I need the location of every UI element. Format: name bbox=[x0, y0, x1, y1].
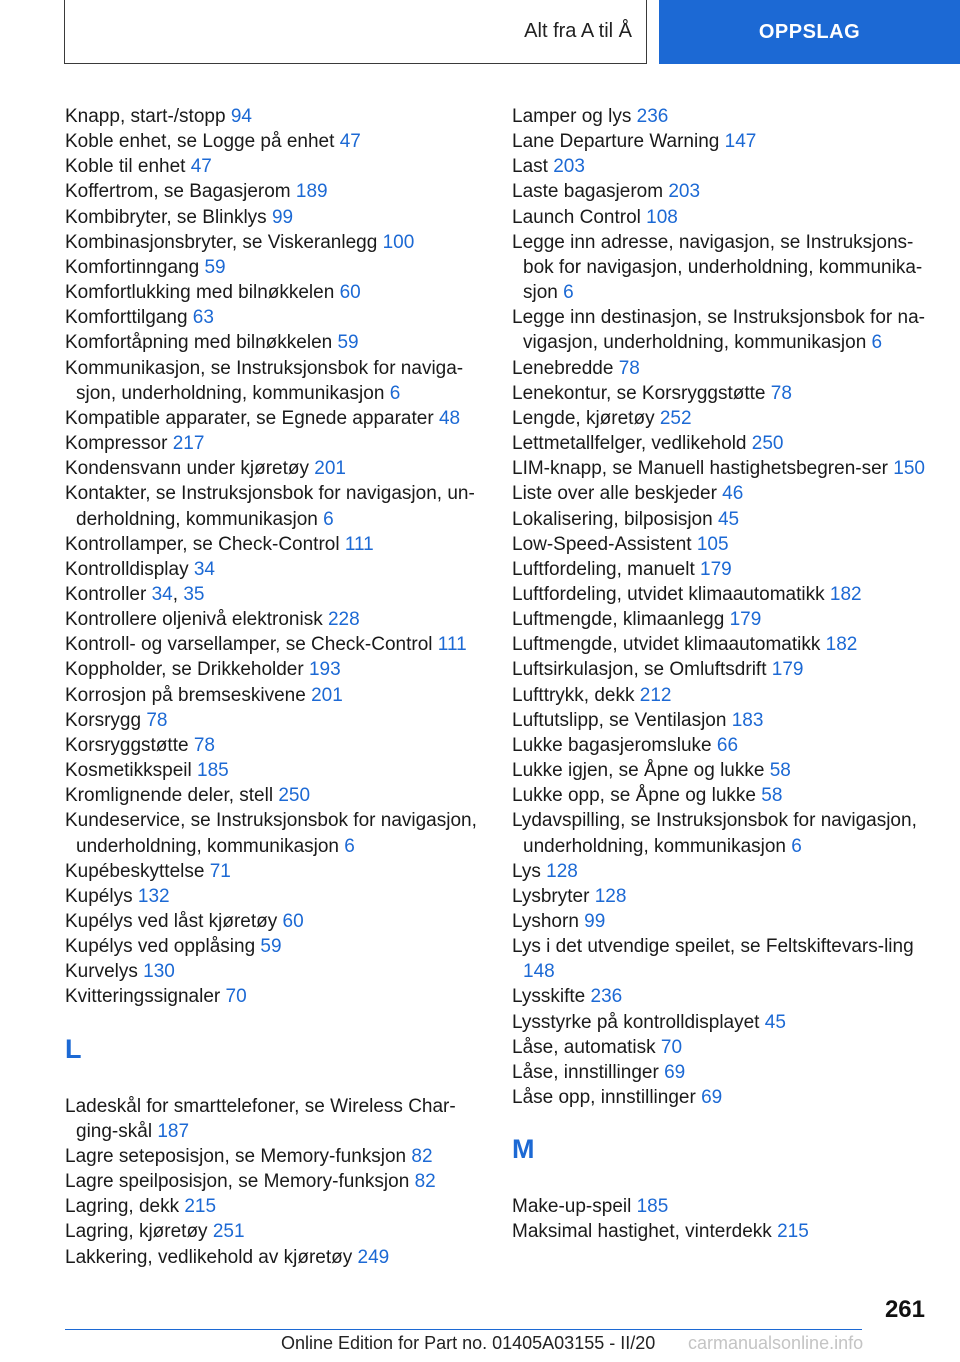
index-entry bbox=[65, 557, 490, 582]
index-entry-label: Kontrolldisplay bbox=[65, 558, 189, 580]
index-entry bbox=[65, 255, 490, 280]
index-entry bbox=[512, 1010, 932, 1035]
index-entry bbox=[512, 456, 932, 481]
index-entry-label: Legge inn adresse, navigasjon, se Instruksjons-bok for navigasjon, underholdning, kommunika-sjon bbox=[512, 231, 923, 304]
page-reference-link[interactable]: 185 bbox=[636, 1196, 669, 1218]
index-entry-label: Lys bbox=[512, 860, 541, 882]
index-entry bbox=[512, 657, 932, 682]
index-entry bbox=[65, 330, 490, 355]
index-entry bbox=[512, 582, 932, 607]
page-reference-link[interactable]: 182 bbox=[829, 583, 862, 605]
index-entry bbox=[512, 733, 932, 758]
index-entry-label: Kontroller bbox=[65, 583, 147, 605]
page-reference-link[interactable]: 78 bbox=[193, 734, 215, 756]
index-entry-label: Låse opp, innstillinger bbox=[512, 1087, 696, 1109]
page-reference-link[interactable]: 63 bbox=[192, 307, 214, 329]
index-entry-label: Koffertrom, se Bagasjerom bbox=[65, 181, 291, 203]
page-reference-link[interactable]: 48 bbox=[438, 407, 461, 429]
page-reference-link[interactable]: 6 bbox=[791, 835, 802, 857]
page-reference-link[interactable]: 148 bbox=[523, 961, 555, 983]
index-entry bbox=[512, 431, 932, 456]
page-reference-link[interactable]: 179 bbox=[771, 659, 804, 681]
index-entry-label: Koppholder, se Drikkeholder bbox=[65, 659, 304, 681]
index-entry bbox=[65, 456, 490, 481]
index-entry-label: Koble enhet, se Logge på enhet bbox=[65, 131, 335, 153]
page-reference-link[interactable]: 147 bbox=[724, 131, 757, 153]
page-reference-link[interactable]: 34 bbox=[151, 583, 173, 605]
index-entry-label: Kontrollere oljenivå elektronisk bbox=[65, 609, 323, 631]
index-entry-label: Lufttrykk, dekk bbox=[512, 684, 635, 706]
index-entry: Kontroller 34, 35 bbox=[65, 583, 205, 605]
index-entry bbox=[512, 758, 932, 783]
page-reference-link[interactable]: 99 bbox=[271, 206, 294, 228]
index-entry bbox=[512, 532, 932, 557]
index-entry-label: Kombibryter, se Blinklys bbox=[65, 206, 267, 228]
index-entry-label: Lamper og lys bbox=[512, 106, 632, 127]
index-entry bbox=[65, 783, 490, 808]
page-reference-link[interactable]: 250 bbox=[751, 433, 784, 455]
index-entry bbox=[512, 406, 932, 431]
index-entry-label: Låse, automatisk bbox=[512, 1036, 656, 1058]
index-entry bbox=[65, 230, 490, 255]
index-entry bbox=[65, 884, 490, 909]
index-entry-label: Lokalisering, bilposisjon bbox=[512, 508, 713, 530]
page-reference-link[interactable]: 236 bbox=[636, 106, 669, 127]
index-entry bbox=[65, 205, 490, 230]
index-entry-label: Lenekontur, se Korsryggstøtte bbox=[512, 382, 766, 404]
page-reference-link[interactable]: 250 bbox=[278, 785, 311, 807]
index-entry-label: Luftfordeling, manuelt bbox=[512, 558, 695, 580]
page-reference-link[interactable]: 130 bbox=[143, 961, 175, 983]
index-entry-label: Luftfordeling, utvidet klimaautomatikk bbox=[512, 583, 825, 605]
page-reference-link[interactable]: 251 bbox=[212, 1221, 245, 1243]
index-entry-label: Komfortåpning med bilnøkkelen bbox=[65, 332, 333, 354]
index-column-left bbox=[65, 104, 490, 1270]
index-entry-label: Laste bagasjerom bbox=[512, 181, 664, 203]
index-entry-label: Kontakter, se Instruksjonsbok for navigasjon, un-derholdning, kommunikasjon bbox=[65, 483, 475, 530]
index-group-l-continued bbox=[512, 104, 932, 1110]
page-reference-link[interactable]: 187 bbox=[157, 1120, 190, 1142]
page-reference-link[interactable]: 179 bbox=[729, 609, 762, 631]
index-entry bbox=[65, 356, 490, 406]
index-entry-label: Lysskifte bbox=[512, 986, 586, 1008]
page-reference-link[interactable]: 182 bbox=[825, 634, 858, 656]
index-entry bbox=[512, 783, 932, 808]
index-entry bbox=[65, 632, 490, 657]
page-reference-link[interactable]: 78 bbox=[618, 357, 640, 379]
index-entry bbox=[65, 758, 490, 783]
index-entry-label: Lagring, kjøretøy bbox=[65, 1221, 208, 1243]
page-reference-link[interactable]: 6 bbox=[344, 835, 355, 857]
index-entry-label: Legge inn destinasjon, se Instruksjonsbok for na-vigasjon, underholdning, kommunikasjon bbox=[512, 307, 925, 354]
index-entry bbox=[65, 1219, 490, 1244]
index-entry-label: Kupélys ved opplåsing bbox=[65, 936, 256, 958]
index-entry bbox=[512, 708, 932, 733]
page-reference-link[interactable]: 66 bbox=[716, 734, 739, 756]
footer-edition-text: Online Edition for Part no. 01405A03155 - II/20 bbox=[281, 1333, 656, 1353]
index-entry bbox=[65, 1245, 490, 1270]
index-entry-label: Lydavspilling, se Instruksjonsbok for navigasjon, underholdning, kommunikasjon bbox=[512, 810, 917, 857]
index-entry bbox=[65, 859, 490, 884]
index-entry bbox=[512, 1219, 932, 1244]
index-entry-label: Kontrollamper, se Check-Control bbox=[65, 533, 340, 555]
header-section-title: Alt fra A til Å bbox=[524, 20, 632, 42]
index-entry-label: Lukke igjen, se Åpne og lukke bbox=[512, 760, 765, 782]
index-entry-label: Launch Control bbox=[512, 206, 641, 228]
index-entry bbox=[512, 230, 932, 305]
page-reference-link[interactable]: 82 bbox=[411, 1145, 433, 1167]
page-reference-link[interactable]: 47 bbox=[339, 131, 361, 153]
index-entry bbox=[512, 481, 932, 506]
footer-divider bbox=[65, 1329, 862, 1330]
index-column-right bbox=[512, 104, 932, 1245]
index-entry bbox=[512, 808, 932, 858]
index-entry bbox=[65, 984, 490, 1009]
index-entry-label: Kvitteringssignaler bbox=[65, 986, 221, 1008]
index-entry-label: Kundeservice, se Instruksjonsbok for navigasjon, underholdning, kommunikasjon bbox=[65, 810, 477, 857]
page-reference-link[interactable]: 59 bbox=[260, 936, 282, 958]
page-reference-link[interactable]: 201 bbox=[314, 458, 346, 480]
page-reference-link[interactable]: 183 bbox=[731, 709, 764, 731]
index-entry bbox=[65, 431, 490, 456]
page-reference-link[interactable]: 58 bbox=[761, 785, 783, 807]
index-entry bbox=[65, 607, 490, 632]
index-entry bbox=[65, 959, 490, 984]
index-entry-label: Ladeskål for smarttelefoner, se Wireless Char-ging-skål bbox=[65, 1095, 456, 1142]
index-entry-label: Lagring, dekk bbox=[65, 1196, 180, 1218]
index-entry-label: Maksimal hastighet, vinterdekk bbox=[512, 1221, 772, 1243]
page-reference-link[interactable]: 45 bbox=[717, 508, 740, 530]
index-entry-label: Kontroll- og varsellamper, se Check-Control bbox=[65, 634, 433, 656]
page-reference-link[interactable]: 60 bbox=[339, 282, 361, 304]
page-reference-link[interactable]: 217 bbox=[172, 433, 205, 455]
index-entry-label: Lys i det utvendige speilet, se Feltskiftevars-ling bbox=[512, 936, 914, 958]
index-entry bbox=[65, 481, 490, 531]
index-entry-label: Make-up-speil bbox=[512, 1196, 632, 1218]
page-reference-link[interactable]: 111 bbox=[344, 533, 374, 555]
page-reference-link[interactable]: 70 bbox=[660, 1036, 683, 1058]
index-entry bbox=[65, 104, 490, 129]
page-reference-link[interactable]: 59 bbox=[204, 256, 226, 278]
index-entry-label: Korrosjon på bremseskivene bbox=[65, 684, 306, 706]
page-reference-link[interactable]: 34 bbox=[193, 558, 215, 580]
index-entry bbox=[65, 129, 490, 154]
index-entry bbox=[512, 934, 932, 984]
index-entry-label: Luftmengde, utvidet klimaautomatikk bbox=[512, 634, 821, 656]
page-reference-link[interactable]: 249 bbox=[357, 1246, 390, 1268]
header-active-tab[interactable] bbox=[659, 0, 960, 64]
page-reference-link[interactable]: 6 bbox=[563, 282, 574, 304]
page-reference-link[interactable]: 69 bbox=[701, 1087, 723, 1109]
page-reference-link[interactable]: 203 bbox=[668, 181, 701, 203]
page-reference-link[interactable]: 215 bbox=[777, 1221, 809, 1243]
index-entry bbox=[65, 683, 490, 708]
index-entry-label: Lenebredde bbox=[512, 357, 614, 379]
page-reference-link[interactable]: 99 bbox=[584, 911, 606, 932]
index-entry bbox=[65, 179, 490, 204]
page-reference-link[interactable]: 46 bbox=[722, 483, 744, 505]
index-entry-label: Luftutslipp, se Ventilasjon bbox=[512, 709, 727, 731]
index-entry bbox=[512, 884, 932, 909]
page-reference-link[interactable]: 203 bbox=[553, 156, 585, 178]
index-entry bbox=[65, 733, 490, 758]
index-entry-label: Knapp, start-/stopp bbox=[65, 106, 226, 127]
page-reference-link[interactable]: 252 bbox=[659, 407, 692, 429]
index-entry-label: Kompressor bbox=[65, 433, 168, 455]
index-group-k bbox=[65, 104, 490, 1010]
page-reference-link[interactable]: 236 bbox=[590, 986, 623, 1008]
index-entry-label: Kurvelys bbox=[65, 961, 138, 983]
page-reference-link[interactable]: 228 bbox=[327, 609, 360, 631]
index-entry bbox=[65, 934, 490, 959]
page-reference-link[interactable]: 179 bbox=[700, 558, 732, 580]
index-entry bbox=[512, 305, 932, 355]
page-reference-link[interactable]: 94 bbox=[230, 106, 252, 127]
index-entry-label: Lettmetallfelger, vedlikehold bbox=[512, 433, 747, 455]
index-entry bbox=[65, 909, 490, 934]
page-reference-link[interactable]: 185 bbox=[197, 760, 229, 782]
index-entry bbox=[65, 1194, 490, 1219]
index-entry bbox=[512, 683, 932, 708]
page-reference-link[interactable]: 60 bbox=[282, 911, 304, 932]
index-entry bbox=[512, 129, 932, 154]
index-letter-heading: M bbox=[512, 1134, 535, 1165]
index-entry bbox=[65, 657, 490, 682]
index-entry-label: Lukke opp, se Åpne og lukke bbox=[512, 785, 757, 807]
index-entry bbox=[65, 154, 490, 179]
index-entry-label: Kosmetikkspeil bbox=[65, 760, 192, 782]
page-reference-link[interactable]: 45 bbox=[764, 1011, 786, 1033]
index-entry bbox=[512, 1060, 932, 1085]
page-reference-link[interactable]: 150 bbox=[893, 458, 925, 480]
page-reference-link[interactable]: 35 bbox=[183, 583, 205, 605]
header-section-tab bbox=[64, 0, 647, 64]
index-entry-label: Kombinasjonsbryter, se Viskeranlegg bbox=[65, 231, 378, 253]
index-entry-label: Korsrygg bbox=[65, 709, 142, 731]
index-entry-label: Luftsirkulasjon, se Omluftsdrift bbox=[512, 659, 767, 681]
page-reference-link[interactable]: 6 bbox=[323, 508, 334, 530]
index-entry-label: Last bbox=[512, 156, 548, 178]
page-reference-link[interactable]: 215 bbox=[184, 1196, 217, 1218]
page-reference-link[interactable]: 100 bbox=[382, 231, 415, 253]
index-letter-heading: L bbox=[65, 1033, 82, 1064]
index-entry bbox=[512, 154, 932, 179]
index-entry-label: Komforttilgang bbox=[65, 307, 188, 329]
index-entry bbox=[65, 1169, 490, 1194]
index-entry-label: Lysbryter bbox=[512, 885, 590, 907]
index-entry-label: Koble til enhet bbox=[65, 156, 186, 178]
index-entry bbox=[512, 356, 932, 381]
index-entry-label: Liste over alle beskjeder bbox=[512, 483, 717, 505]
index-entry-label: Lagre speilposisjon, se Memory-funksjon bbox=[65, 1171, 410, 1193]
index-group-l bbox=[65, 1094, 490, 1270]
index-entry-label: Luftmengde, klimaanlegg bbox=[512, 609, 725, 631]
page-reference-link[interactable]: 108 bbox=[646, 206, 678, 228]
index-entry-label: Lakkering, vedlikehold av kjøretøy bbox=[65, 1246, 353, 1268]
index-entry bbox=[512, 104, 932, 129]
index-entry bbox=[65, 1094, 490, 1144]
index-entry-label: Komfortinngang bbox=[65, 256, 200, 278]
index-entry-label: Lukke bagasjeromsluke bbox=[512, 734, 712, 756]
index-group-m bbox=[512, 1194, 932, 1244]
page-reference-link[interactable]: 6 bbox=[871, 332, 883, 354]
index-entry bbox=[65, 808, 490, 858]
page-reference-link[interactable]: 58 bbox=[769, 760, 791, 782]
index-entry-label: Kromlignende deler, stell bbox=[65, 785, 274, 807]
index-entry bbox=[65, 708, 490, 733]
index-entry bbox=[512, 859, 932, 884]
index-entry-label: Korsryggstøtte bbox=[65, 734, 189, 756]
page-reference-link[interactable]: 78 bbox=[770, 382, 792, 404]
page-reference-link[interactable]: 69 bbox=[664, 1061, 686, 1083]
page-reference-link[interactable]: 212 bbox=[639, 684, 672, 706]
index-entry-label: Lysstyrke på kontrolldisplayet bbox=[512, 1011, 760, 1033]
page-reference-link[interactable]: 105 bbox=[696, 533, 729, 555]
index-entry bbox=[65, 280, 490, 305]
page-reference-link[interactable]: 128 bbox=[594, 885, 627, 907]
index-entry-label: Kupébeskyttelse bbox=[65, 860, 205, 882]
index-entry bbox=[512, 1085, 932, 1110]
index-entry bbox=[512, 205, 932, 230]
page-reference-link[interactable]: 193 bbox=[308, 659, 341, 681]
watermark-text: carmanualsonline.info bbox=[688, 1333, 864, 1353]
index-entry-label: Kupélys ved låst kjøretøy bbox=[65, 911, 278, 932]
page-reference-link[interactable]: 128 bbox=[546, 860, 578, 882]
index-entry-label: Lane Departure Warning bbox=[512, 131, 720, 153]
index-entry-label: Low-Speed-Assistent bbox=[512, 533, 692, 555]
index-entry bbox=[512, 909, 932, 934]
index-entry-label: Kompatible apparater, se Egnede apparater bbox=[65, 407, 434, 429]
page-reference-link[interactable]: 132 bbox=[137, 885, 170, 907]
page-number: 261 bbox=[884, 1296, 925, 1323]
index-entry bbox=[512, 381, 932, 406]
index-entry-label: Kommunikasjon, se Instruksjonsbok for naviga-sjon, underholdning, kommunikasjon bbox=[65, 357, 464, 404]
index-entry-label: Låse, innstillinger bbox=[512, 1061, 659, 1083]
index-entry bbox=[65, 1144, 490, 1169]
index-entry bbox=[512, 179, 932, 204]
index-entry-label: LIM-knapp, se Manuell hastighetsbegren-ser bbox=[512, 458, 888, 480]
index-entry bbox=[65, 305, 490, 330]
index-entry bbox=[512, 1035, 932, 1060]
index-entry bbox=[512, 632, 932, 657]
page-reference-link[interactable]: 47 bbox=[190, 156, 212, 178]
header-tab-label: OPPSLAG bbox=[758, 20, 861, 43]
page-reference-link[interactable]: 78 bbox=[146, 709, 168, 731]
index-entry-label: Kondensvann under kjøretøy bbox=[65, 458, 309, 480]
index-entry-label: Komfortlukking med bilnøkkelen bbox=[65, 282, 335, 304]
index-entry bbox=[512, 557, 932, 582]
page-reference-link[interactable]: 201 bbox=[311, 684, 343, 706]
index-entry-label: Lyshorn bbox=[512, 911, 579, 932]
page-reference-link[interactable]: 70 bbox=[225, 986, 247, 1008]
page-reference-link[interactable]: 71 bbox=[209, 860, 231, 882]
index-entry bbox=[512, 1194, 932, 1219]
index-entry bbox=[65, 406, 490, 431]
page-reference-link[interactable]: 59 bbox=[337, 332, 359, 354]
index-entry-label: Lengde, kjøretøy bbox=[512, 407, 655, 429]
page-reference-link[interactable]: 82 bbox=[414, 1171, 436, 1193]
index-entry bbox=[65, 532, 490, 557]
page-reference-link[interactable]: 6 bbox=[389, 382, 401, 404]
index-entry bbox=[512, 607, 932, 632]
page-reference-link[interactable]: 189 bbox=[295, 181, 328, 203]
index-entry-label: Kupélys bbox=[65, 885, 133, 907]
index-entry bbox=[512, 507, 932, 532]
page-reference-link[interactable]: 111 bbox=[437, 634, 467, 656]
index-entry bbox=[512, 984, 932, 1009]
index-entry-label: Lagre seteposisjon, se Memory-funksjon bbox=[65, 1145, 407, 1167]
